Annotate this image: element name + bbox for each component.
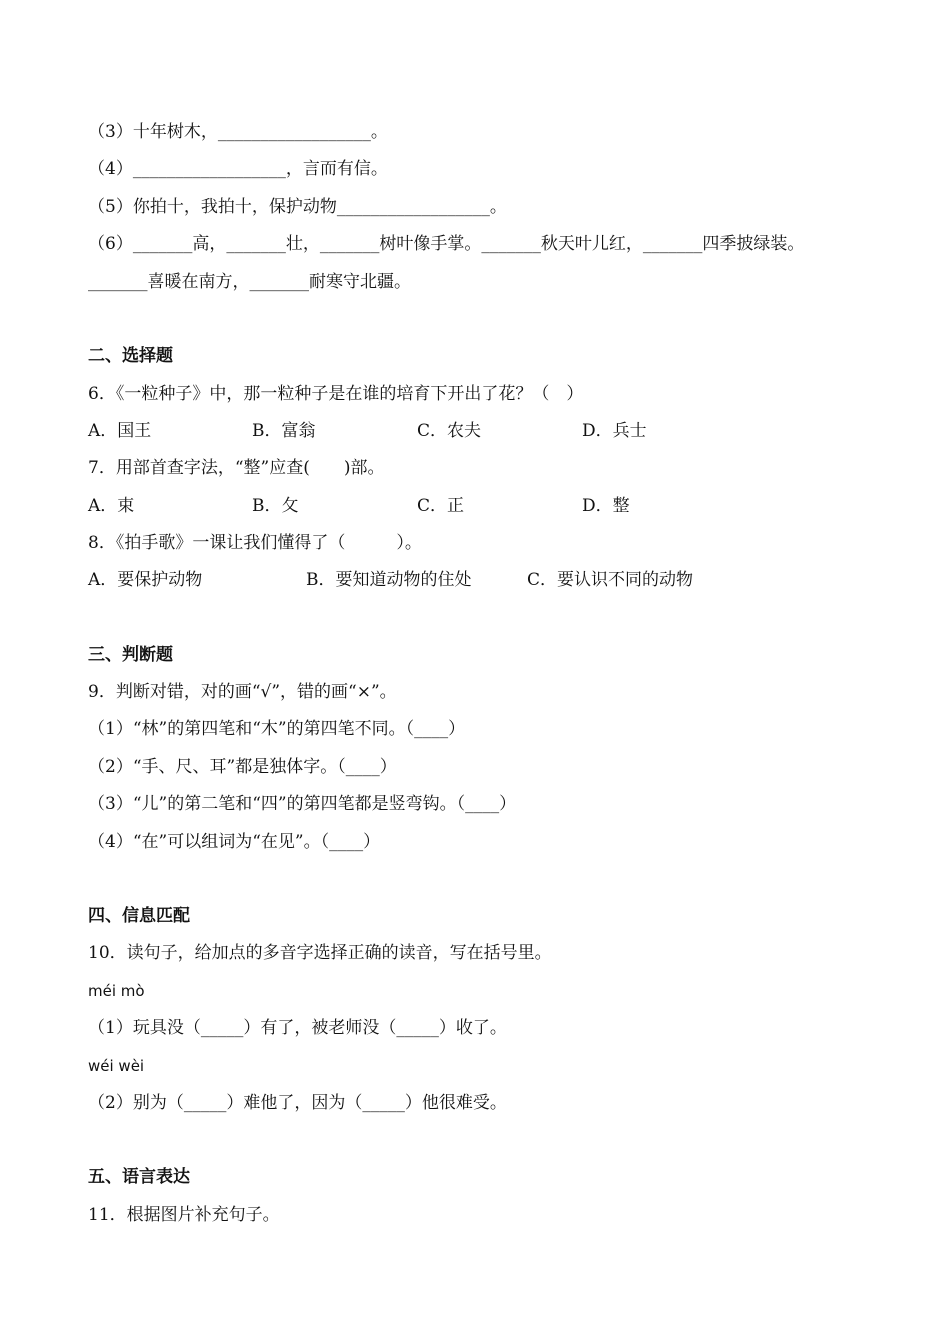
section-4-title: 四、信息匹配 [88,906,190,926]
pinyin-options-1: méi mò [88,982,145,1000]
q8-option-c: C．要认识不同的动物 [527,570,694,590]
judge-item-3: （3）“儿”的第二笔和“四”的第四笔都是竖弯钩。（____） [88,794,517,814]
q6-option-a: A．国王 [88,421,152,441]
judge-item-4: （4）“在”可以组词为“在见”。（____） [88,832,381,852]
question-11: 11．根据图片补充句子。 [88,1205,280,1225]
judge-item-2: （2）“手、尺、耳”都是独体字。（____） [88,757,397,777]
question-9: 9．判断对错，对的画“√”，错的画“×”。 [88,682,397,702]
fill-item-5: （5）你拍十，我拍十，保护动物__________________。 [88,197,507,217]
q6-option-c: C．农夫 [417,421,482,441]
q7-option-c: C．正 [417,496,465,516]
pinyin-options-2: wéi wèi [88,1057,145,1075]
question-7: 7．用部首查字法，“整”应查( )部。 [88,458,385,478]
section-3-title: 三、判断题 [88,645,173,665]
pinyin-sentence-2: （2）别为（_____）难他了，因为（_____）他很难受。 [88,1093,507,1113]
q7-option-a: A．束 [88,496,135,516]
q7-option-b: B．攵 [252,496,299,516]
section-2-title: 二、选择题 [88,346,173,366]
q6-option-b: B．富翁 [252,421,316,441]
fill-item-3: （3）十年树木，__________________。 [88,122,388,142]
q8-option-b: B．要知道动物的住处 [306,570,472,590]
fill-item-4: （4）__________________，言而有信。 [88,159,388,179]
q7-option-d: D．整 [582,496,630,516]
question-8: 8．《拍手歌》一课让我们懂得了（ ）。 [88,533,422,553]
pinyin-sentence-1: （1）玩具没（_____）有了，被老师没（_____）收了。 [88,1018,507,1038]
fill-item-6-line1: （6）_______高，_______壮，_______树叶像手掌。_______秋天叶儿红，_______四季披绿装。 [88,234,805,254]
fill-item-6-line2: _______喜暖在南方，_______耐寒守北疆。 [88,272,411,292]
q8-option-a: A．要保护动物 [88,570,203,590]
judge-item-1: （1）“林”的第四笔和“木”的第四笔不同。（____） [88,719,466,739]
question-10: 10．读句子，给加点的多音字选择正确的读音，写在括号里。 [88,943,552,963]
question-6: 6．《一粒种子》中，那一粒种子是在谁的培育下开出了花？（ ） [88,384,584,404]
section-5-title: 五、语言表达 [88,1167,190,1187]
q6-option-d: D．兵士 [582,421,647,441]
